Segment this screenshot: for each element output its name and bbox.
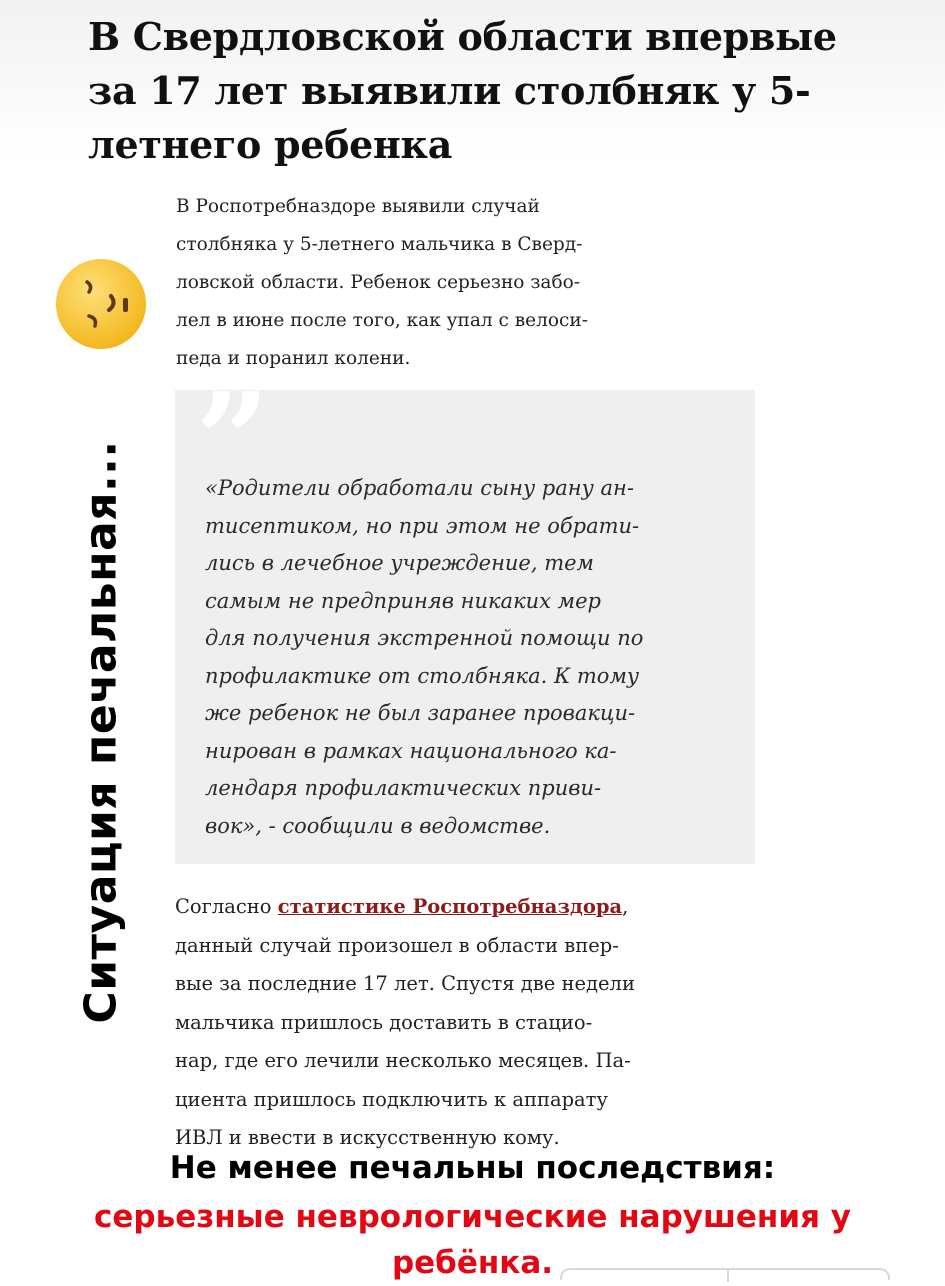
quote-mark-icon: ” bbox=[195, 364, 270, 517]
body-rest: , данный случай произошел в области впер- вые за последние 17 лет. Спустя две недели мальчика пришлось доставить в стацио- нар, где его лечили несколько месяцев. Па- циента пришлось подключить к аппарату ИВЛ и ввести в искусственную кому. bbox=[175, 895, 635, 1149]
article-headline: В Свердловской области впервые за 17 лет выявили столбняк у 5- летнего ребенка bbox=[88, 14, 837, 167]
statistics-link[interactable]: статистике Роспотребназдора bbox=[277, 895, 623, 918]
side-caption: Ситуация печальная... bbox=[75, 440, 127, 1024]
article-body bbox=[175, 888, 765, 1158]
quote-text: «Родители обработали сыну рану ан- тисептиком, но при этом не обрати- лись в лечебное учреждение, тем самым не предприняв никаких мер для получения экстренной помощи по профилактике от столбняка. К тому же ребенок не был заранее провакци- нирован в рамках национального ка- лендаря профилактических приви- вок», - сообщили в ведомстве. bbox=[205, 476, 644, 838]
body-prefix: Согласно bbox=[175, 895, 278, 918]
quote-block bbox=[175, 364, 755, 864]
article-lead: В Роспотребназдоре выявили случай столбняка у 5-летнего мальчика в Сверд- ловской области. Ребенок серьезно забо- лел в июне после того, как упал с велоси- педа и поранил колени. bbox=[176, 196, 588, 369]
footer-highlight: серьезные неврологические нарушения у ребёнка. bbox=[94, 1199, 851, 1281]
footer-title: Не менее печальны последствия: bbox=[169, 1150, 776, 1186]
bottom-toolbar-edge bbox=[560, 1268, 890, 1280]
hushed-sad-face-icon bbox=[53, 256, 149, 352]
